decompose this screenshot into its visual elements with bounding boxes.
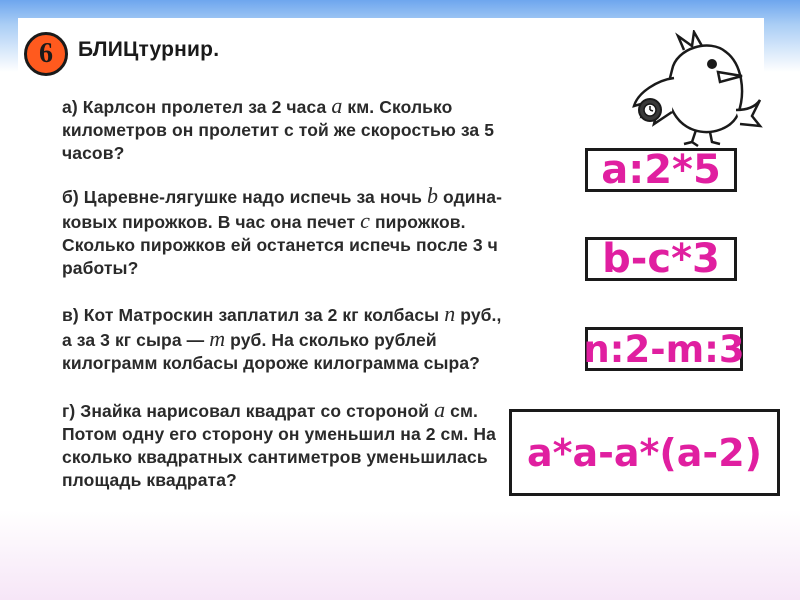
text-segment: килограмм колбасы дороже килограмма сыра? [62, 353, 480, 373]
answer-expression-b: b-c*3 [602, 236, 720, 282]
crow-with-watch-illustration [614, 30, 764, 148]
text-segment: см. [445, 401, 478, 421]
answer-expression-c: n:2-m:3 [583, 327, 745, 371]
problem-text-line [62, 469, 582, 492]
problem-text-line [62, 234, 582, 257]
text-segment: руб. На сколько рублей [225, 330, 437, 350]
answer-box-b [585, 237, 737, 281]
answer-expression-a: a:2*5 [601, 147, 721, 193]
text-segment: сколько квадратных сантиметров уменьшилась [62, 447, 488, 467]
problem-c [62, 302, 582, 375]
problem-text-line [62, 327, 582, 352]
variable: b [426, 183, 439, 208]
problem-text-line [62, 94, 582, 119]
text-segment: б) Царевне-лягушке надо испечь за ночь [62, 187, 427, 207]
problem-text-line [62, 257, 582, 280]
text-segment: в) Кот Матроскин заплатил за 2 кг колбасы [62, 305, 445, 325]
variable: n [444, 301, 456, 326]
text-segment: работы? [62, 258, 139, 278]
task-number-badge: 6 [24, 32, 68, 76]
text-segment: одина- [438, 187, 503, 207]
answer-expression-d: a*a-a*(a-2) [526, 430, 763, 475]
problem-text-line [62, 423, 582, 446]
variable: a [434, 397, 446, 422]
text-segment: площадь квадрата? [62, 470, 237, 490]
text-segment: Сколько пирожков ей останется испечь после 3 ч [62, 235, 498, 255]
variable: a [331, 93, 343, 118]
problem-text-line [62, 209, 582, 234]
text-segment: г) Знайка нарисовал квадрат со стороной [62, 401, 435, 421]
problem-text-line [62, 398, 582, 423]
text-segment: км. Сколько [342, 97, 453, 117]
text-segment: километров он пролетит с той же скоростью за 5 [62, 120, 495, 140]
problem-text-line [62, 184, 582, 209]
problem-a [62, 94, 582, 165]
page-title: БЛИЦтурнир. [78, 38, 220, 61]
variable: m [209, 326, 226, 351]
problem-text-line [62, 446, 582, 469]
problem-text-line [62, 119, 582, 142]
text-segment: руб., [455, 305, 502, 325]
text-segment: Потом одну его сторону он уменьшил на 2 см. На [62, 424, 496, 444]
text-segment: а за 3 кг сыра — [62, 330, 210, 350]
text-segment: пирожков. [369, 212, 466, 232]
text-segment: а) Карлсон пролетел за 2 часа [62, 97, 332, 117]
answer-box-a [585, 148, 737, 192]
answer-box-d [509, 409, 780, 496]
problem-text-line [62, 352, 582, 375]
text-segment: ковых пирожков. В час она печет [62, 212, 361, 232]
problem-text-line [62, 302, 582, 327]
problem-b [62, 184, 582, 280]
text-segment: часов? [62, 143, 125, 163]
variable: c [360, 208, 370, 233]
answer-box-c [585, 327, 743, 371]
problem-d [62, 398, 582, 492]
problem-text-line [62, 142, 582, 165]
